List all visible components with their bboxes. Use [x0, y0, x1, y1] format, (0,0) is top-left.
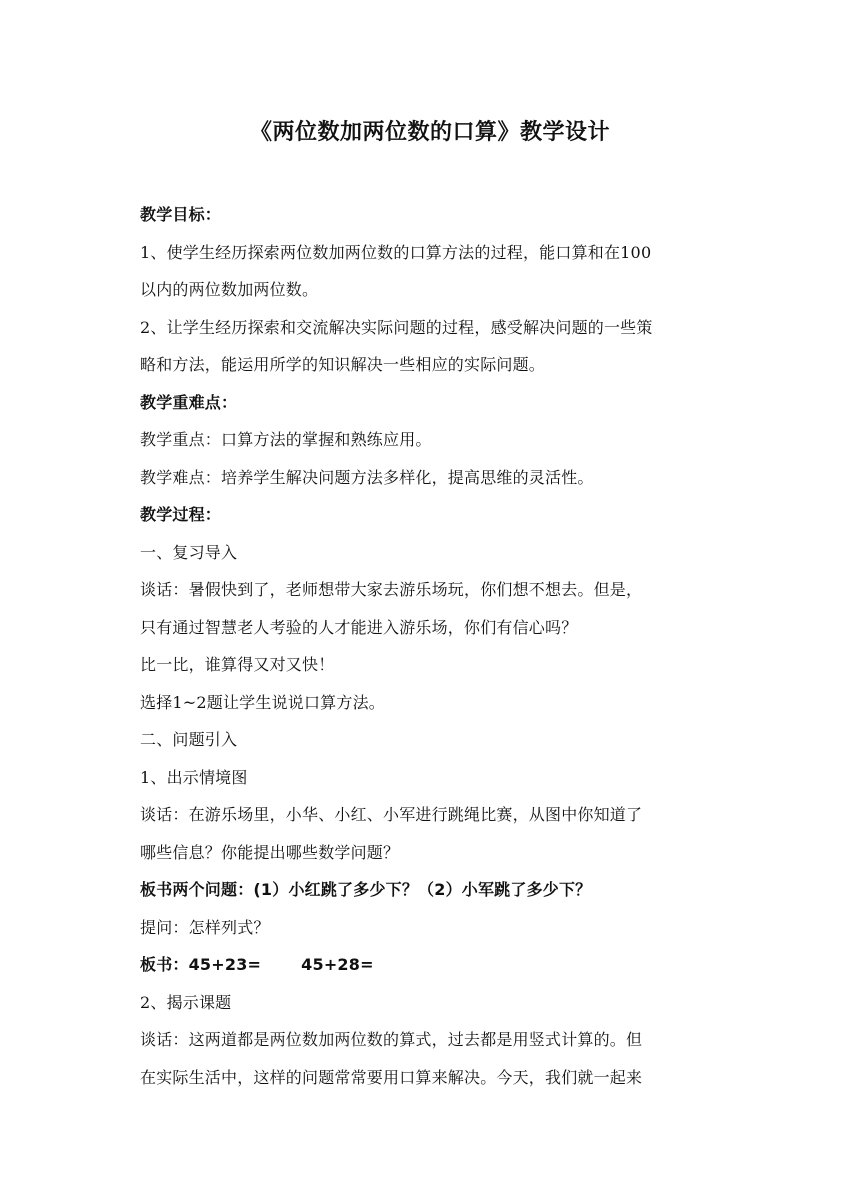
document-title: 《两位数加两位数的口算》教学设计 [249, 120, 610, 145]
equation-1: 板书：45+23= [140, 955, 262, 974]
document-body [140, 196, 720, 1096]
paragraph-line: 二、问题引入 [140, 730, 238, 749]
section-heading-process: 教学过程： [140, 505, 222, 524]
paragraph-line: 1、出示情境图 [140, 767, 248, 787]
paragraph-line: 选择1~2题让学生说说口算方法。 [140, 692, 385, 712]
paragraph-line: 提问：怎样列式？ [140, 917, 270, 937]
paragraph-line: 教学重点：口算方法的掌握和熟练应用。 [140, 430, 432, 449]
paragraph-line: 1、使学生经历探索两位数加两位数的口算方法的过程，能口算和在100 [140, 242, 652, 262]
paragraph-line: 在实际生活中，这样的问题常常要用口算来解决。今天，我们就一起来 [140, 1067, 643, 1087]
section-heading-key-points: 教学重难点： [140, 392, 238, 412]
paragraph-line: 一、复习导入 [140, 542, 238, 562]
paragraph-line: 教学难点：培养学生解决问题方法多样化，提高思维的灵活性。 [140, 467, 594, 487]
paragraph-line-bold: 板书两个问题：(1）小红跳了多少下？（2）小军跳了多少下？ [140, 880, 592, 899]
section-heading-objectives: 教学目标： [140, 205, 222, 224]
paragraph-line: 谈话：暑假快到了，老师想带大家去游乐场玩，你们想不想去。但是， [140, 580, 643, 599]
paragraph-line: 哪些信息？你能提出哪些数学问题？ [140, 842, 400, 862]
paragraph-line: 只有通过智慧老人考验的人才能进入游乐场，你们有信心吗？ [140, 617, 578, 637]
paragraph-line: 谈话：这两道都是两位数加两位数的算式，过去都是用竖式计算的。但 [140, 1030, 643, 1049]
paragraph-line: 2、揭示课题 [140, 992, 232, 1012]
paragraph-line: 比一比，谁算得又对又快！ [140, 655, 335, 674]
paragraph-line: 以内的两位数加两位数。 [140, 280, 319, 299]
paragraph-line: 2、让学生经历探索和交流解决实际问题的过程，感受解决问题的一些策 [140, 317, 653, 337]
paragraph-line: 略和方法，能运用所学的知识解决一些相应的实际问题。 [140, 355, 546, 374]
paragraph-line: 谈话：在游乐场里，小华、小红、小军进行跳绳比赛，从图中你知道了 [140, 805, 643, 824]
equation-2: 45+28= [301, 955, 374, 974]
paragraph-line-bold [140, 946, 720, 984]
